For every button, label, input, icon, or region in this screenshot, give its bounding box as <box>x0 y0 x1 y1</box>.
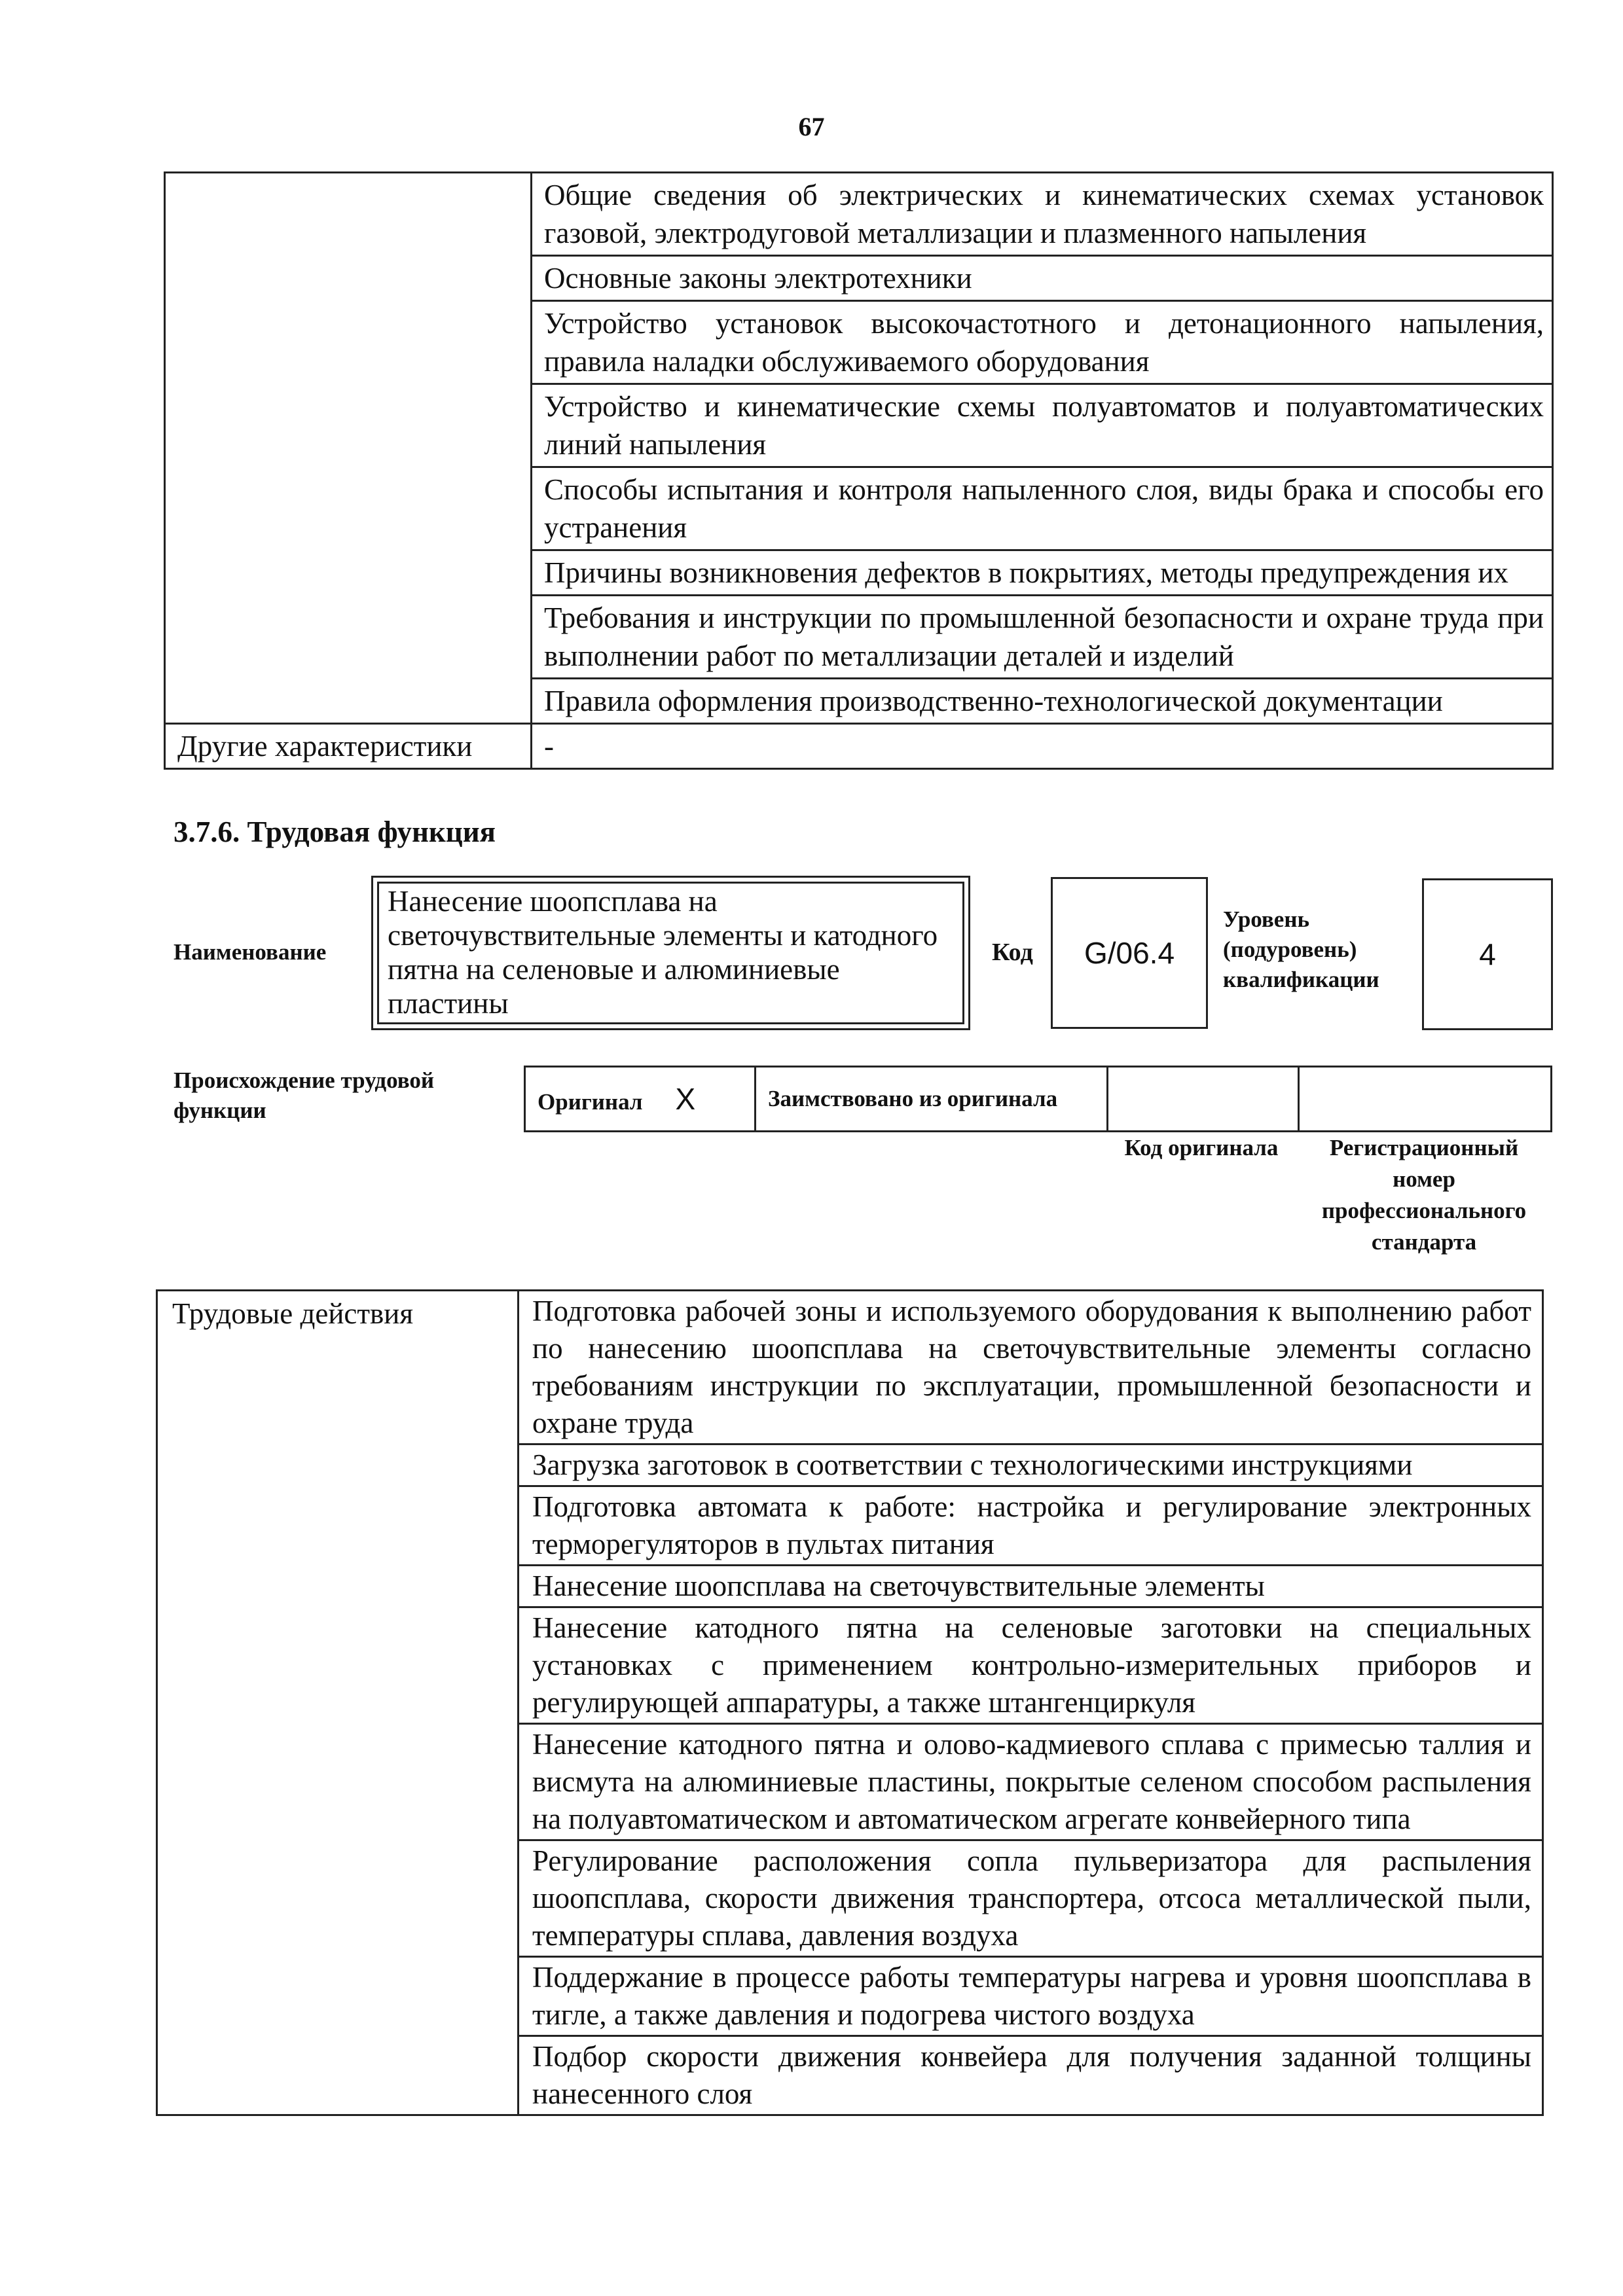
labor-action-row: Загрузка заготовок в соответствии с технологическими инструкциями <box>519 1444 1543 1486</box>
knowledge-row: Требования и инструкции по промышленной безопасности и охране труда при выполнении работ по металлизации деталей и изделий <box>532 596 1553 679</box>
original-label: Оригинал <box>538 1089 643 1115</box>
original-code-cell <box>1108 1067 1299 1132</box>
labor-actions-table <box>156 1289 1544 2116</box>
knowledge-label-cell <box>165 173 532 724</box>
name-label: Наименование <box>173 939 327 965</box>
knowledge-row: Общие сведения об электрических и кинематических схемах установок газовой, электродуговой металлизации и плазменного напыления <box>532 173 1553 256</box>
original-cell <box>525 1067 756 1132</box>
origin-label: Происхождение трудовой функции <box>173 1067 435 1123</box>
function-name-box <box>371 876 970 1030</box>
knowledge-row: Правила оформления производственно-технологической документации <box>532 679 1553 724</box>
registration-caption: Регистрационный номер профессионального стандарта <box>1321 1135 1527 1255</box>
labor-action-row: Поддержание в процессе работы температуры нагрева и уровня шоопсплава в тигле, а также давления и подогрева чистого воздуха <box>519 1957 1543 2036</box>
labor-action-row: Нанесение шоопсплава на светочувствительные элементы <box>519 1566 1543 1607</box>
section-heading: 3.7.6. Трудовая функция <box>173 816 496 848</box>
level-label: Уровень (подуровень) квалификации <box>1223 906 1379 992</box>
labor-action-row: Регулирование расположения сопла пульверизатора для распыления шоопсплава, скорости движения транспортера, отсоса металлической пыли, температуры сплава, давления воздуха <box>519 1840 1543 1957</box>
registration-number-cell <box>1299 1067 1552 1132</box>
labor-action-row: Подготовка автомата к работе: настройка и регулирование электронных терморегуляторов в пультах питания <box>519 1486 1543 1566</box>
function-code-value: G/06.4 <box>1084 936 1175 970</box>
original-mark: X <box>675 1082 696 1116</box>
page-number: 67 <box>798 112 825 141</box>
labor-action-row: Подготовка рабочей зоны и используемого оборудования к выполнению работ по нанесению шоопсплава на светочувствительные элементы согласно требованиям инструкции по эксплуатации, промышленной безопасности и охране труда <box>519 1291 1543 1444</box>
knowledge-table <box>164 171 1554 770</box>
other-characteristics-label: Другие характеристики <box>165 724 532 769</box>
origin-table <box>524 1066 1552 1132</box>
level-box <box>1422 878 1553 1030</box>
borrowed-label: Заимствовано из оригинала <box>756 1067 1108 1132</box>
knowledge-row: Причины возникновения дефектов в покрытиях, методы предупреждения их <box>532 550 1553 596</box>
function-name-value: Нанесение шоопсплава на светочувствительные элементы и катодного пятна на селеновые и алюминиевые пластины <box>388 885 938 1020</box>
knowledge-row: Основные законы электротехники <box>532 256 1553 301</box>
other-characteristics-value: - <box>532 724 1553 769</box>
knowledge-row: Устройство и кинематические схемы полуавтоматов и полуавтоматических линий напыления <box>532 384 1553 467</box>
code-caption: Код оригинала <box>1124 1135 1279 1160</box>
function-code-box <box>1051 877 1208 1029</box>
labor-action-row: Подбор скорости движения конвейера для получения заданной толщины нанесенного слоя <box>519 2036 1543 2115</box>
knowledge-row: Способы испытания и контроля напыленного слоя, виды брака и способы его устранения <box>532 467 1553 550</box>
labor-action-row: Нанесение катодного пятна и олово-кадмиевого сплава с примесью таллия и висмута на алюминиевые пластины, покрытые селеном способом распыления на полуавтоматическом и автоматическом агрегате конвейерного типа <box>519 1724 1543 1840</box>
labor-action-row: Нанесение катодного пятна на селеновые заготовки на специальных установках с применением контрольно-измерительных приборов и регулирующей аппаратуры, а также штангенциркуля <box>519 1607 1543 1724</box>
knowledge-row: Устройство установок высокочастотного и детонационного напыления, правила наладки обслуживаемого оборудования <box>532 301 1553 384</box>
labor-actions-label: Трудовые действия <box>157 1291 519 2115</box>
level-value: 4 <box>1479 937 1496 971</box>
code-label: Код <box>992 939 1033 966</box>
